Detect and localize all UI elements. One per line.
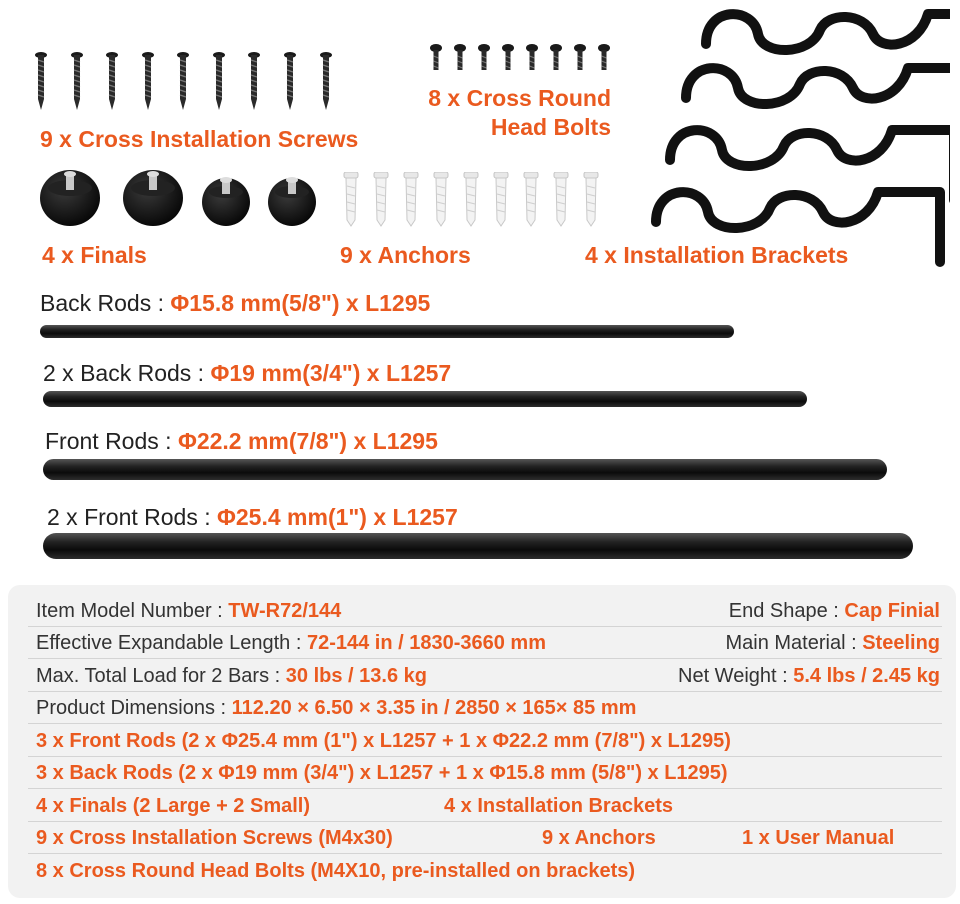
spec-panel — [8, 585, 956, 898]
dims-label: Product Dimensions : — [36, 697, 227, 719]
material-value: Steeling — [862, 632, 940, 654]
material-label: Main Material : — [725, 632, 857, 654]
finials-illustration — [38, 160, 328, 230]
back-rods-text: 3 x Back Rods (2 x Φ19 mm (3/4") x L1257 + 1 x Φ15.8 mm (5/8") x L1295) — [36, 762, 728, 784]
rod-label-1 — [40, 290, 430, 317]
weight-label: Net Weight : — [678, 665, 788, 687]
rod-name-1: Back Rods : — [40, 290, 164, 316]
spec-row-finials — [28, 790, 942, 822]
model-value: TW-R72/144 — [228, 600, 342, 622]
load-value: 30 lbs / 13.6 kg — [285, 665, 427, 687]
length-label: Effective Expandable Length : — [36, 632, 302, 654]
rod-label-4 — [47, 504, 458, 531]
end-shape-label: End Shape : — [728, 600, 839, 622]
brackets-label: 4 x Installation Brackets — [585, 242, 849, 268]
rod-label-3 — [45, 428, 438, 455]
length-value: 72-144 in / 1830-3660 mm — [306, 632, 546, 654]
finials-label: 4 x Finals — [42, 242, 147, 268]
weight-value: 5.4 lbs / 2.45 kg — [793, 665, 940, 687]
anchors-label: 9 x Anchors — [340, 242, 471, 268]
rod-name-2: 2 x Back Rods : — [43, 360, 205, 386]
bolts-label — [405, 84, 611, 142]
dims-value: 112.20 × 6.50 × 3.35 in / 2850 × 165× 85 mm — [231, 697, 637, 719]
spec-row-length — [28, 627, 942, 659]
screws-label: 9 x Cross Installation Screws — [40, 126, 359, 152]
spec-row-screws — [28, 822, 942, 854]
rod-bar-1 — [40, 325, 734, 338]
spec-row-model — [28, 595, 942, 627]
bolts-label-line1: 8 x Cross Round — [428, 85, 611, 111]
load-label: Max. Total Load for 2 Bars : — [36, 665, 281, 687]
rod-bar-2 — [43, 391, 807, 407]
model-label: Item Model Number : — [36, 600, 223, 622]
screws-text: 9 x Cross Installation Screws (M4x30) — [36, 827, 393, 849]
rod-bar-3 — [43, 459, 887, 480]
brackets-text: 4 x Installation Brackets — [444, 795, 673, 817]
rod-label-2 — [43, 360, 451, 387]
anchors-illustration — [338, 172, 608, 230]
spec-row-dimensions — [28, 692, 942, 724]
bolts-illustration — [425, 44, 625, 76]
manual-text: 1 x User Manual — [742, 827, 895, 849]
rod-spec-1: Φ15.8 mm(5/8") x L1295 — [170, 290, 431, 316]
spec-row-bolts — [28, 855, 942, 887]
front-rods-text: 3 x Front Rods (2 x Φ25.4 mm (1") x L1257 + 1 x Φ22.2 mm (7/8") x L1295) — [36, 730, 731, 752]
rod-spec-4: Φ25.4 mm(1") x L1257 — [217, 504, 458, 530]
rod-bar-4 — [43, 533, 913, 559]
spec-row-load — [28, 660, 942, 692]
rod-name-4: 2 x Front Rods : — [47, 504, 211, 530]
rod-spec-2: Φ19 mm(3/4") x L1257 — [210, 360, 452, 386]
rod-name-3: Front Rods : — [45, 428, 172, 454]
screws-illustration — [30, 52, 350, 114]
spec-row-front-rods — [28, 725, 942, 757]
bolts-text: 8 x Cross Round Head Bolts (M4X10, pre-installed on brackets) — [36, 860, 636, 882]
anchors-text: 9 x Anchors — [542, 827, 656, 849]
end-shape-value: Cap Finial — [844, 600, 940, 622]
rod-spec-3: Φ22.2 mm(7/8") x L1295 — [177, 428, 438, 454]
bolts-label-line2: Head Bolts — [490, 114, 611, 140]
spec-row-back-rods — [28, 757, 942, 789]
finials-text: 4 x Finals (2 Large + 2 Small) — [36, 795, 311, 817]
